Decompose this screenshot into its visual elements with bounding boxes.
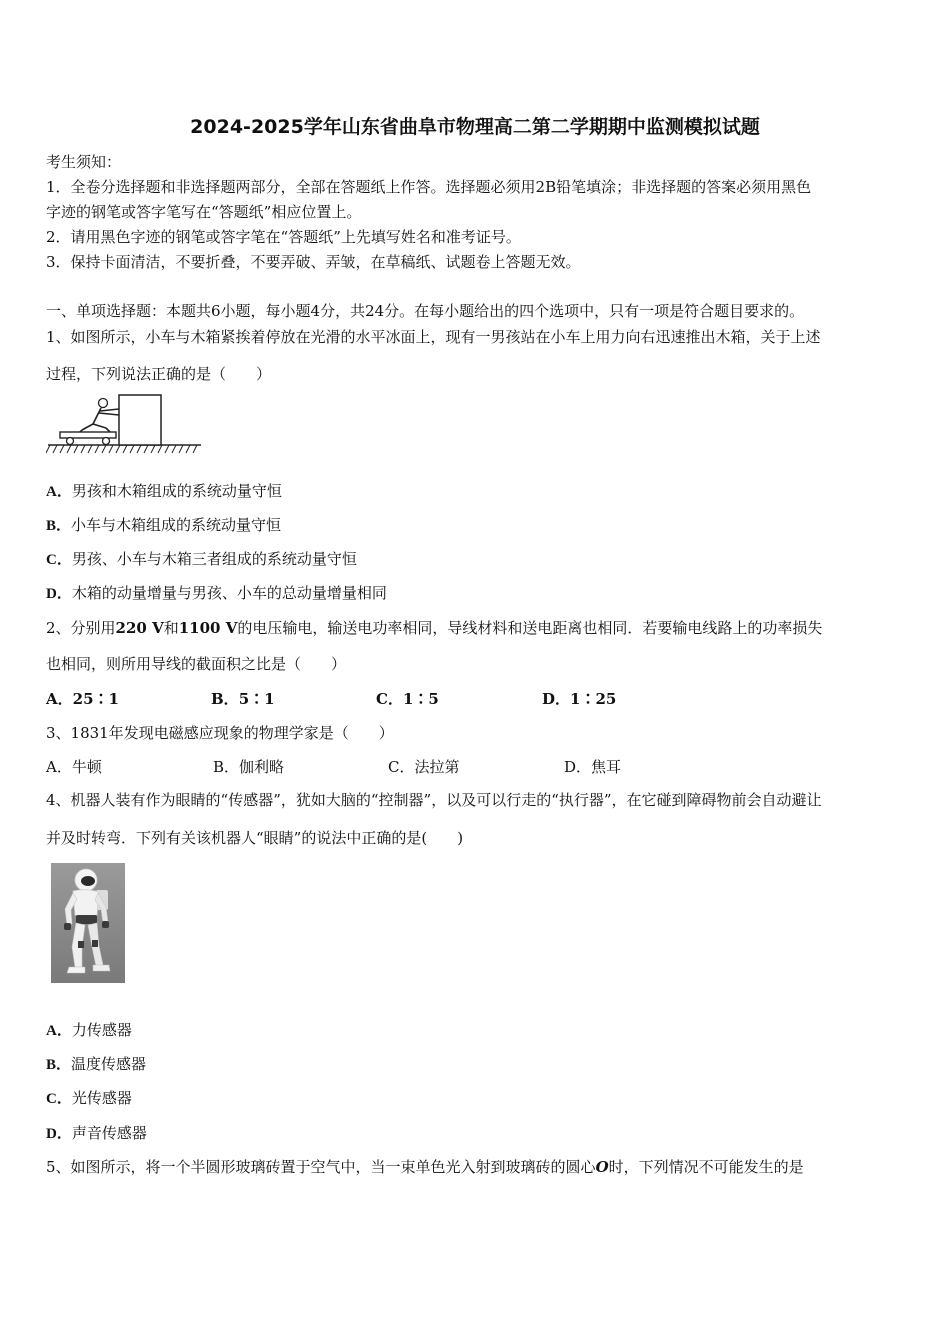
option-text: 光传感器 bbox=[71, 1089, 132, 1107]
question-2-option-d[interactable] bbox=[542, 689, 616, 709]
notice-item: 2．请用黑色字迹的钢笔或答字笔在“答题纸”上先填写姓名和准考证号。 bbox=[46, 228, 521, 246]
section-heading: 一、单项选择题：本题共6小题，每小题4分，共24分。在每小题给出的四个选项中，只有一项是符合题目要求的。 bbox=[46, 302, 805, 320]
voltage-value: 220 V bbox=[115, 619, 164, 637]
stem-text: 时，下列情况不可能发生的是 bbox=[608, 1158, 804, 1176]
question-2-option-a[interactable] bbox=[46, 689, 119, 709]
option-text: 5∶1 bbox=[238, 690, 275, 708]
option-letter: C． bbox=[46, 1091, 72, 1107]
option-text: 小车与木箱组成的系统动量守恒 bbox=[71, 516, 282, 534]
option-letter: D． bbox=[564, 758, 592, 776]
question-2-stem bbox=[46, 618, 822, 638]
option-text: 木箱的动量增量与男孩、小车的总动量增量相同 bbox=[71, 584, 387, 602]
option-letter: C． bbox=[376, 690, 403, 708]
question-1-stem: 1、如图所示，小车与木箱紧挨着停放在光滑的水平冰面上，现有一男孩站在小车上用力向右迅速推出木箱，关于上述 bbox=[46, 328, 821, 346]
question-4-option-d[interactable] bbox=[46, 1123, 147, 1144]
question-3-option-b[interactable] bbox=[213, 757, 284, 777]
question-3-stem: 3、1831年发现电磁感应现象的物理学家是（ ） bbox=[46, 724, 394, 742]
option-text: 温度传感器 bbox=[71, 1055, 147, 1073]
option-text: 伽利略 bbox=[239, 758, 285, 776]
circle-center-symbol: O bbox=[595, 1158, 609, 1176]
option-letter: C． bbox=[46, 552, 72, 568]
voltage-value: 1100 V bbox=[178, 619, 238, 637]
question-2-option-b[interactable] bbox=[211, 689, 275, 709]
option-letter: D． bbox=[46, 586, 72, 602]
stem-text: 2、分别用 bbox=[46, 619, 116, 637]
option-text: 25∶1 bbox=[72, 690, 119, 708]
option-letter: A． bbox=[46, 690, 73, 708]
page-title: 2024-2025学年山东省曲阜市物理高二第二学期期中监测模拟试题 bbox=[190, 116, 760, 138]
question-4-option-b[interactable] bbox=[46, 1054, 146, 1075]
option-letter: A． bbox=[46, 484, 72, 500]
option-letter: D． bbox=[542, 690, 571, 708]
question-4-option-a[interactable] bbox=[46, 1020, 132, 1041]
option-text: 声音传感器 bbox=[71, 1124, 147, 1142]
question-1-stem: 过程，下列说法正确的是（ ） bbox=[46, 365, 272, 383]
option-letter: B． bbox=[46, 1057, 72, 1073]
option-text: 牛顿 bbox=[71, 758, 102, 776]
question-1-option-a[interactable] bbox=[46, 481, 282, 502]
stem-text: 和 bbox=[163, 619, 179, 637]
question-4-stem: 4、机器人装有作为眼睛的“传感器”，犹如大脑的“控制器”，以及可以行走的“执行器”，在它碰到障碍物前会自动避让 bbox=[46, 791, 822, 809]
question-4-stem: 并及时转弯．下列有关该机器人“眼睛”的说法中正确的是( ) bbox=[46, 829, 464, 847]
question-3-option-a[interactable] bbox=[46, 757, 102, 777]
question-1-option-b[interactable] bbox=[46, 515, 281, 536]
option-letter: A． bbox=[46, 1023, 72, 1039]
stem-text: 的电压输电，输送电功率相同，导线材料和送电距离也相同．若要输电线路上的功率损失 bbox=[237, 619, 823, 637]
option-text: 焦耳 bbox=[591, 758, 622, 776]
question-2-options bbox=[46, 689, 906, 709]
question-5-stem bbox=[46, 1157, 804, 1177]
option-letter: B． bbox=[211, 690, 239, 708]
option-letter: C． bbox=[388, 758, 415, 776]
notice-heading: 考生须知： bbox=[46, 153, 122, 171]
option-letter: B． bbox=[46, 518, 72, 534]
notice-item: 字迹的钢笔或答字笔写在“答题纸”相应位置上。 bbox=[46, 203, 362, 221]
question-2-stem: 也相同，则所用导线的截面积之比是（ ） bbox=[46, 655, 347, 673]
option-text: 男孩和木箱组成的系统动量守恒 bbox=[71, 482, 282, 500]
question-4-option-c[interactable] bbox=[46, 1088, 132, 1109]
question-1-option-d[interactable] bbox=[46, 583, 387, 604]
notice-item: 3．保持卡面清洁，不要折叠，不要弄破、弄皱，在草稿纸、试题卷上答题无效。 bbox=[46, 253, 581, 271]
question-3-options bbox=[46, 757, 906, 777]
option-text: 1∶25 bbox=[570, 690, 617, 708]
option-letter: A． bbox=[46, 758, 72, 776]
cart-box-figure bbox=[46, 392, 206, 456]
question-3-option-d[interactable] bbox=[564, 757, 621, 777]
question-3-option-c[interactable] bbox=[388, 757, 460, 777]
notice-item: 1．全卷分选择题和非选择题两部分，全部在答题纸上作答。选择题必须用2B铅笔填涂；非选择题的答案必须用黑色 bbox=[46, 178, 812, 196]
stem-text: 5、如图所示，将一个半圆形玻璃砖置于空气中，当一束单色光入射到玻璃砖的圆心 bbox=[46, 1158, 596, 1176]
robot-image bbox=[51, 863, 125, 983]
question-2-option-c[interactable] bbox=[376, 689, 439, 709]
option-text: 1∶5 bbox=[402, 690, 439, 708]
option-text: 法拉第 bbox=[414, 758, 460, 776]
question-1-option-c[interactable] bbox=[46, 549, 357, 570]
option-text: 男孩、小车与木箱三者组成的系统动量守恒 bbox=[71, 550, 357, 568]
option-letter: D． bbox=[46, 1126, 72, 1142]
option-letter: B． bbox=[213, 758, 240, 776]
option-text: 力传感器 bbox=[71, 1021, 132, 1039]
